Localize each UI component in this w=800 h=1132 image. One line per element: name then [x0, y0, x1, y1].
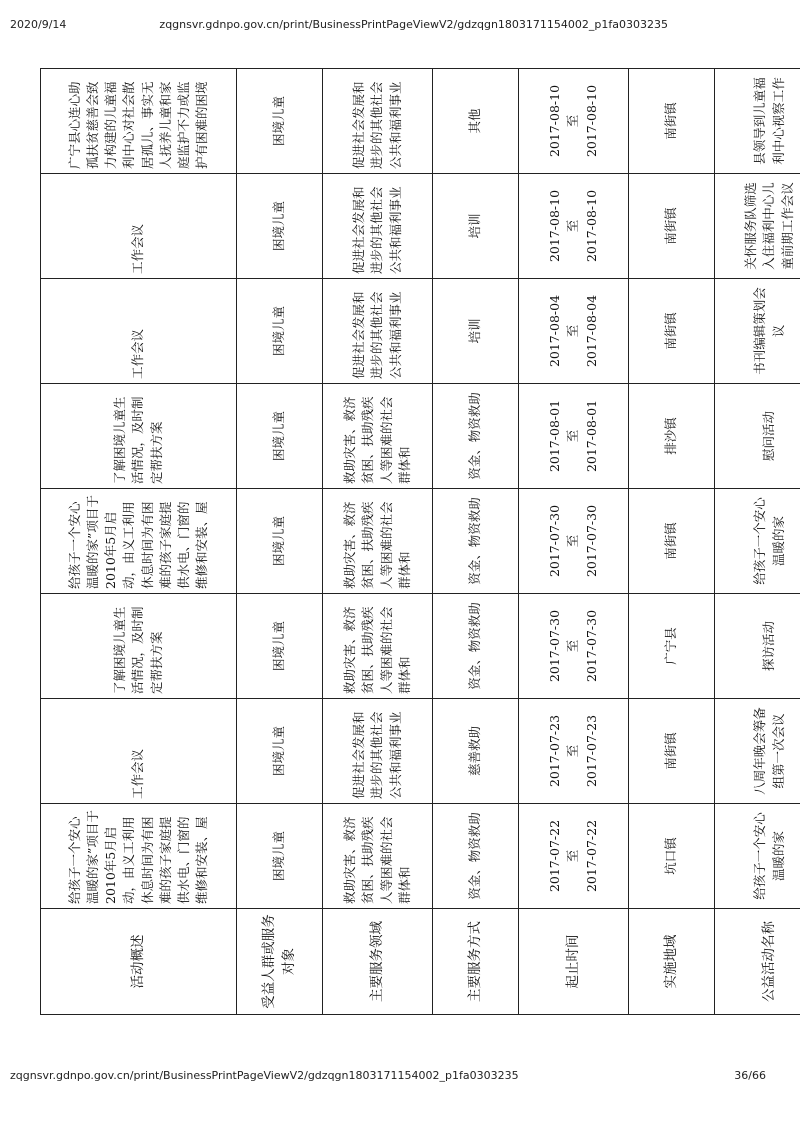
time-start: 2017-08-04 — [547, 294, 563, 368]
cell-target: 困境儿童 — [237, 174, 323, 279]
cell-method: 资金、物资救助 — [433, 489, 519, 594]
cell-domain: 救助灾害、救济贫困、扶助残疾人等困难的社会群体和 — [323, 384, 433, 489]
cell-method: 慈善救助 — [433, 699, 519, 804]
cell-method: 资金、物资救助 — [433, 804, 519, 909]
cell-name: 县领导到儿童福利中心视察工作 — [715, 69, 800, 174]
cell-domain: 促进社会发展和进步的其他社会公共和福利事业 — [323, 69, 433, 174]
print-url-bottom: zqgnsvr.gdnpo.gov.cn/print/BusinessPrintPageViewV2/gdzqgn1803171154002_p1fa0303235 — [10, 1069, 519, 1082]
cell-domain: 促进社会发展和进步的其他社会公共和福利事业 — [323, 279, 433, 384]
cell-method: 资金、物资救助 — [433, 384, 519, 489]
time-sep: 至 — [565, 534, 581, 548]
cell-summary: 了解困境儿童生活情况，及时制定帮扶方案 — [41, 384, 237, 489]
time-end: 2017-07-22 — [583, 819, 599, 893]
cell-time — [519, 174, 629, 279]
time-start: 2017-08-10 — [547, 84, 563, 158]
header-area: 实施地域 — [629, 909, 715, 1015]
cell-name: 给孩子一个安心温暖的家 — [715, 489, 800, 594]
cell-area: 南街镇 — [629, 699, 715, 804]
cell-target: 困境儿童 — [237, 489, 323, 594]
table-body — [41, 69, 800, 1015]
cell-name: 书刊编辑策划会议 — [715, 279, 800, 384]
cell-summary: 给孩子一个安心温暖的家”项目于2010年5月启动，由义工利用休息时间为有困难的孩子家庭提供水电、门窗的维修和安装、屋 — [41, 804, 237, 909]
cell-method: 资金、物资救助 — [433, 594, 519, 699]
print-url-top: zqgnsvr.gdnpo.gov.cn/print/BusinessPrintPageViewV2/gdzqgn1803171154002_p1fa0303235 — [159, 18, 668, 31]
table-row-domain — [323, 69, 433, 1015]
table-row-target — [237, 69, 323, 1015]
cell-name: 给孩子一个安心温暖的家 — [715, 804, 800, 909]
table-row-area — [629, 69, 715, 1015]
time-sep: 至 — [565, 849, 581, 863]
cell-method: 培训 — [433, 174, 519, 279]
cell-time — [519, 804, 629, 909]
time-sep: 至 — [565, 114, 581, 128]
time-start: 2017-07-22 — [547, 819, 563, 893]
time-end: 2017-08-10 — [583, 189, 599, 263]
time-end: 2017-08-01 — [583, 399, 599, 473]
cell-area: 南街镇 — [629, 174, 715, 279]
time-sep: 至 — [565, 429, 581, 443]
time-sep: 至 — [565, 744, 581, 758]
cell-domain: 救助灾害、救济贫困、扶助残疾人等困难的社会群体和 — [323, 804, 433, 909]
time-end: 2017-08-10 — [583, 84, 599, 158]
cell-domain: 救助灾害、救济贫困、扶助残疾人等困难的社会群体和 — [323, 489, 433, 594]
time-start: 2017-07-30 — [547, 504, 563, 578]
time-start: 2017-07-23 — [547, 714, 563, 788]
time-start: 2017-07-30 — [547, 609, 563, 683]
page-number: 36/66 — [734, 1069, 766, 1082]
time-end: 2017-07-30 — [583, 504, 599, 578]
cell-summary: 工作会议 — [41, 174, 237, 279]
cell-time — [519, 594, 629, 699]
time-start: 2017-08-10 — [547, 189, 563, 263]
cell-target: 困境儿童 — [237, 69, 323, 174]
cell-area: 南街镇 — [629, 279, 715, 384]
cell-domain: 救助灾害、救济贫困、扶助残疾人等困难的社会群体和 — [323, 594, 433, 699]
header-target: 受益人群或服务对象 — [237, 909, 323, 1015]
cell-name: 关怀服务队筛选入住福利中心儿童前期工作会议 — [715, 174, 800, 279]
cell-area: 坑口镇 — [629, 804, 715, 909]
cell-domain: 促进社会发展和进步的其他社会公共和福利事业 — [323, 174, 433, 279]
header-name: 公益活动名称 — [715, 909, 800, 1015]
print-date: 2020/9/14 — [10, 18, 67, 31]
time-sep: 至 — [565, 639, 581, 653]
header-domain: 主要服务领域 — [323, 909, 433, 1015]
cell-time — [519, 69, 629, 174]
cell-summary: 工作会议 — [41, 279, 237, 384]
header-summary: 活动概述 — [41, 909, 237, 1015]
cell-time — [519, 279, 629, 384]
cell-target: 困境儿童 — [237, 699, 323, 804]
cell-summary: 工作会议 — [41, 699, 237, 804]
time-end: 2017-07-30 — [583, 609, 599, 683]
cell-method: 其他 — [433, 69, 519, 174]
cell-time — [519, 384, 629, 489]
table-row-time — [519, 69, 629, 1015]
time-sep: 至 — [565, 219, 581, 233]
cell-area: 南街镇 — [629, 489, 715, 594]
activity-table-rotated — [40, 69, 795, 1015]
cell-area: 南街镇 — [629, 69, 715, 174]
header-time: 起止时间 — [519, 909, 629, 1015]
cell-summary: 给孩子一个安心温暖的家”项目于2010年5月启动，由义工利用休息时间为有困难的孩子家庭提供水电、门窗的维修和安装、屋 — [41, 489, 237, 594]
cell-name: 慰问活动 — [715, 384, 800, 489]
activity-table — [40, 68, 800, 1015]
table-row-name — [715, 69, 800, 1015]
cell-summary: 广宁县心连心助孤扶贫慈善会致力构建的儿童福利中心对社会散居孤儿、事实无人抚养儿童和家庭监护不力或监护有困难的困境 — [41, 69, 237, 174]
cell-summary: 了解困境儿童生活情况，及时制定帮扶方案 — [41, 594, 237, 699]
cell-name: 八周年晚会筹备组第一次会议 — [715, 699, 800, 804]
cell-target: 困境儿童 — [237, 384, 323, 489]
cell-method: 培训 — [433, 279, 519, 384]
cell-target: 困境儿童 — [237, 594, 323, 699]
cell-area: 排沙镇 — [629, 384, 715, 489]
cell-name: 探访活动 — [715, 594, 800, 699]
header-method: 主要服务方式 — [433, 909, 519, 1015]
time-end: 2017-08-04 — [583, 294, 599, 368]
cell-target: 困境儿童 — [237, 279, 323, 384]
cell-time — [519, 489, 629, 594]
cell-target: 困境儿童 — [237, 804, 323, 909]
time-end: 2017-07-23 — [583, 714, 599, 788]
table-row-summary — [41, 69, 237, 1015]
cell-time — [519, 699, 629, 804]
cell-area: 广宁县 — [629, 594, 715, 699]
time-sep: 至 — [565, 324, 581, 338]
cell-domain: 促进社会发展和进步的其他社会公共和福利事业 — [323, 699, 433, 804]
table-row-method — [433, 69, 519, 1015]
time-start: 2017-08-01 — [547, 399, 563, 473]
